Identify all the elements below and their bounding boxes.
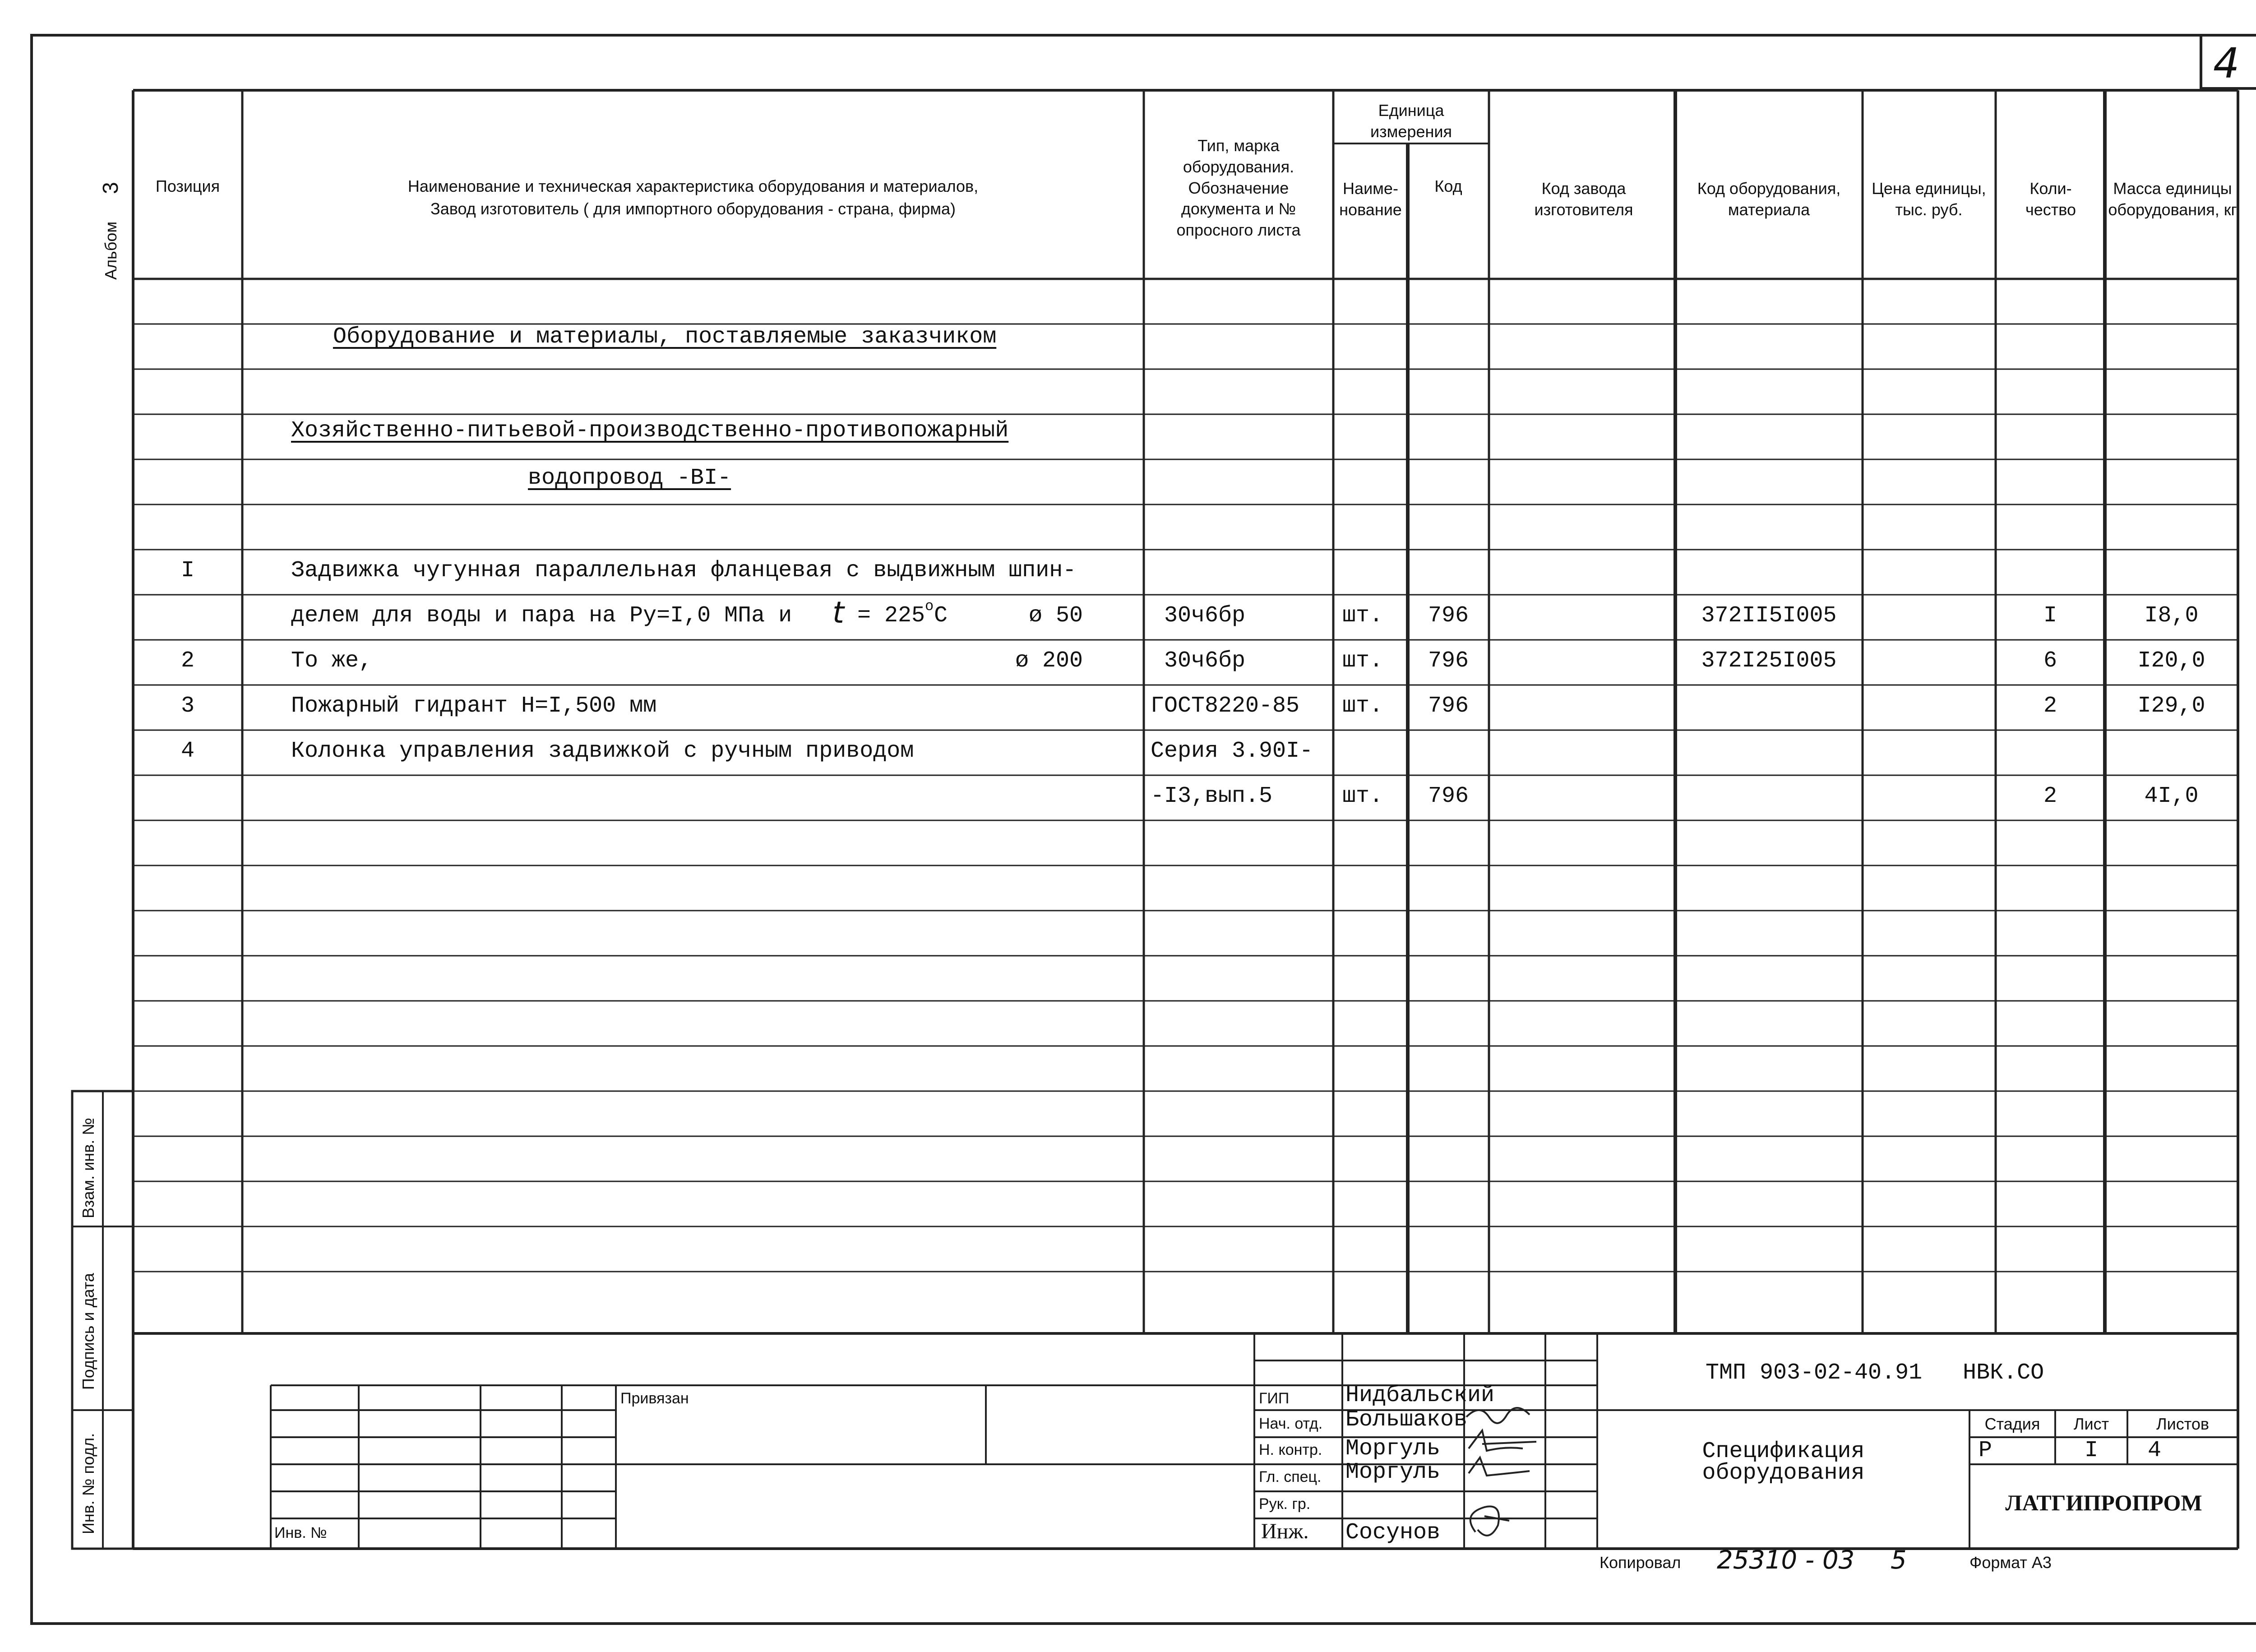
- doc-title-line2: оборудования: [1702, 1460, 1865, 1486]
- temperature-symbol: t: [832, 595, 844, 630]
- row-4-type: ГОСТ8220-85: [1151, 693, 1300, 719]
- row-3-diameter: ø 200: [1015, 648, 1083, 674]
- sheet-number: 4: [2213, 39, 2240, 88]
- column-header-unit-code: Код: [1434, 177, 1462, 195]
- temperature-unit: C: [934, 603, 948, 629]
- role-nach-otd: Нач. отд.: [1259, 1415, 1323, 1432]
- copy-sheet: 5: [1891, 1546, 1907, 1575]
- role-gip: ГИП: [1259, 1390, 1290, 1407]
- organization-name: ЛАТГИПРОПРОМ: [2005, 1490, 2202, 1515]
- name-gip: Нидбальский: [1345, 1383, 1495, 1408]
- row-4-unit: шт.: [1342, 693, 1383, 719]
- temperature-value: = 225: [857, 603, 925, 629]
- row-4-name: Пожарный гидрант Н=I,500 мм: [291, 693, 657, 719]
- stage-label: Стадия: [1984, 1415, 2040, 1433]
- column-header-unit-name: Наиме- нование: [1339, 179, 1402, 219]
- row-1-position: I: [180, 558, 194, 583]
- row-3-equipment-code: 372I25I005: [1701, 648, 1837, 674]
- name-gl-spec: Моргуль: [1345, 1459, 1441, 1485]
- column-header-equipment-code: Код оборудования, материала: [1697, 179, 1841, 219]
- signature-scribbles: [1466, 1408, 1536, 1536]
- row-2-mass: I8,0: [2144, 603, 2199, 629]
- row-2-code: 796: [1428, 603, 1469, 629]
- row-1-name: Задвижка чугунная параллельная фланцевая с выдвижным шпин-: [291, 558, 1077, 583]
- row-3-name: То же,: [291, 648, 373, 674]
- album-number: 3: [99, 182, 123, 194]
- row-3-code: 796: [1428, 648, 1469, 674]
- column-header-name-line2: Завод изготовитель ( для импортного оборудования - страна, фирма): [430, 199, 956, 218]
- side-stamp-inv-podl: Инв. № подл.: [79, 1433, 97, 1534]
- column-header-name-line1: Наименование и техническая характеристика оборудования и материалов,: [407, 177, 979, 195]
- column-header-factory-code: Код завода изготовителя: [1534, 179, 1633, 219]
- column-header-position: Позиция: [155, 177, 220, 195]
- row-5-name: Колонка управления задвижкой с ручным приводом: [291, 738, 914, 764]
- project-code: ТМП 903-02-40.91 НВК.СО: [1706, 1360, 2044, 1386]
- row-6-code: 796: [1428, 783, 1469, 809]
- row-2-quantity: I: [2043, 603, 2057, 629]
- format-label: Формат А3: [1969, 1553, 2052, 1572]
- column-header-unit-group: Единица измерения: [1370, 101, 1452, 141]
- row-2-equipment-code: 372II5I005: [1701, 603, 1837, 629]
- section-subtitle-line2: водопровод -BI-: [528, 465, 731, 491]
- name-nach-otd: Большаков: [1345, 1407, 1468, 1433]
- section-title: Оборудование и материалы, поставляемые заказчиком: [333, 324, 997, 350]
- side-stamp-vzam-inv: Взам. инв. №: [79, 1117, 97, 1218]
- copy-number: 25310 - 03: [1717, 1546, 1855, 1575]
- row-3-type: 30ч6бр: [1164, 648, 1246, 674]
- privyazan-label: Привязан: [620, 1390, 689, 1407]
- column-header-quantity: Коли- чество: [2025, 179, 2076, 219]
- name-n-kontr: Моргуль: [1345, 1436, 1441, 1462]
- row-6-type: -I3,вып.5: [1151, 783, 1273, 809]
- row-5-position: 4: [180, 738, 194, 764]
- row-3-quantity: 6: [2043, 648, 2057, 674]
- role-gl-spec: Гл. спец.: [1259, 1468, 1322, 1485]
- column-header-price: Цена единицы, тыс. руб.: [1872, 179, 1986, 219]
- row-4-mass: I29,0: [2137, 693, 2205, 719]
- row-4-position: 3: [180, 693, 194, 719]
- temperature-degree: o: [925, 598, 934, 615]
- row-6-quantity: 2: [2043, 783, 2057, 809]
- row-3-unit: шт.: [1342, 648, 1383, 674]
- role-ruk-gr: Рук. гр.: [1259, 1495, 1311, 1513]
- sheets-label: Листов: [2156, 1415, 2209, 1433]
- column-header-mass: Масса единицы оборудования, кг: [2108, 179, 2237, 219]
- row-6-unit: шт.: [1342, 783, 1383, 809]
- row-2-unit: шт.: [1342, 603, 1383, 629]
- row-3-position: 2: [180, 648, 194, 674]
- row-2-name: делем для воды и пара на Ру=I,0 МПа и: [291, 603, 792, 629]
- row-4-quantity: 2: [2043, 693, 2057, 719]
- role-inzh: Инж.: [1261, 1519, 1309, 1543]
- row-2-diameter: ø 50: [1029, 603, 1083, 629]
- row-4-code: 796: [1428, 693, 1469, 719]
- row-5-type: Серия 3.90I-: [1151, 738, 1313, 764]
- role-n-kontr: Н. контр.: [1259, 1441, 1322, 1458]
- copied-label: Копировал: [1600, 1553, 1681, 1572]
- row-6-mass: 4I,0: [2144, 783, 2199, 809]
- name-inzh: Сосунов: [1345, 1520, 1441, 1546]
- side-stamp-signature-date: Подпись и дата: [79, 1273, 97, 1390]
- column-header-type: Тип, марка оборудования. Обозначение документа и № опросного листа: [1176, 136, 1301, 240]
- album-label: Альбом: [102, 221, 120, 280]
- row-2-type: 30ч6бр: [1164, 603, 1246, 629]
- row-3-mass: I20,0: [2137, 648, 2205, 674]
- doc-title-line1: Спецификация: [1702, 1439, 1865, 1464]
- inv-no-label: Инв. №: [274, 1524, 327, 1541]
- sheets-value: 4: [2148, 1438, 2162, 1463]
- sheet-value: I: [2084, 1438, 2098, 1463]
- stage-value: Р: [1979, 1438, 1992, 1463]
- sheet-label: Лист: [2073, 1415, 2109, 1433]
- section-subtitle-line1: Хозяйственно-питьевой-производственно-противопожарный: [291, 418, 1009, 444]
